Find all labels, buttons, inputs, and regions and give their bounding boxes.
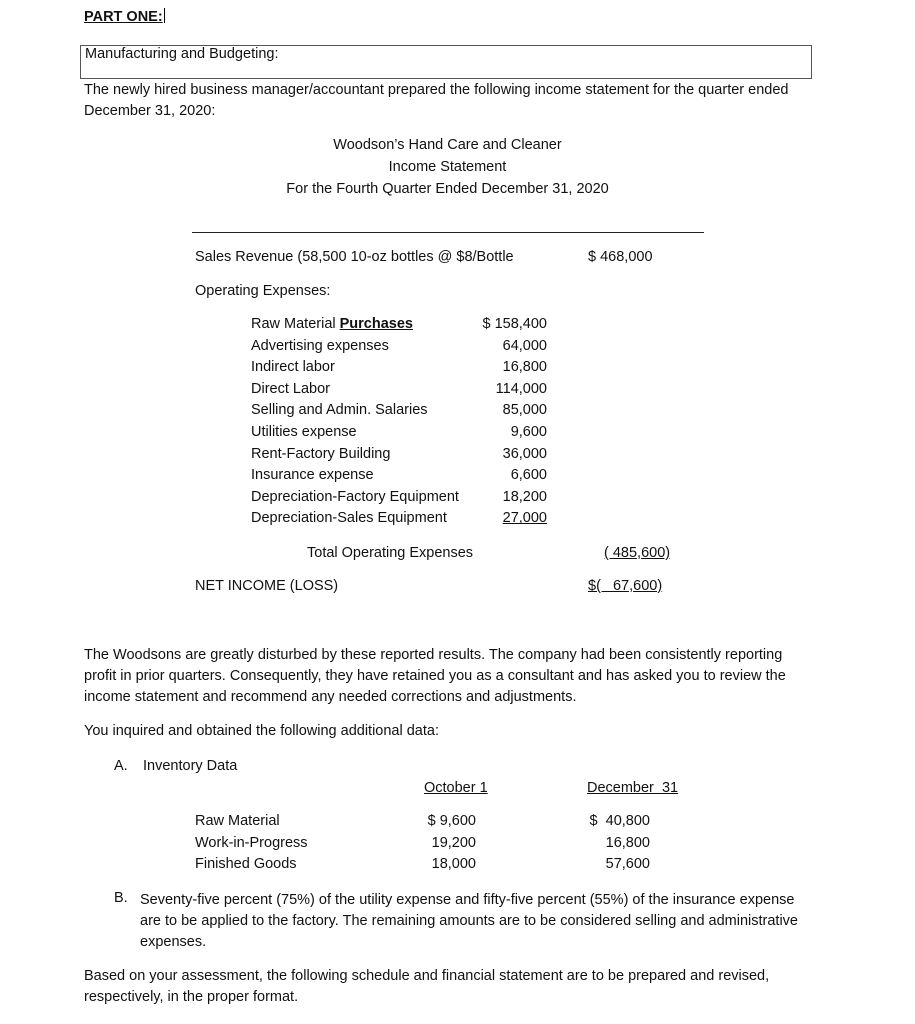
expense-amount: 6,600 — [510, 467, 547, 484]
inventory-col-october: October 1 — [424, 780, 488, 796]
net-income-label: NET INCOME (LOSS) — [195, 578, 339, 594]
expense-label: Advertising expenses — [251, 337, 389, 354]
inventory-october-value: 18,000 — [431, 856, 476, 873]
expense-amount: 9,600 — [510, 424, 547, 440]
total-operating-expenses-label: Total Operating Expenses — [307, 545, 474, 561]
expense-amount: 64,000 — [502, 337, 547, 354]
section-heading: Manufacturing and Budgeting: — [85, 46, 279, 62]
expense-amount: 114,000 — [495, 380, 547, 397]
part-heading: PART ONE: — [84, 9, 163, 25]
intro-paragraph: The newly hired business manager/accountant prepared the following income statement for the quarter ended December 31, 2020: — [84, 82, 789, 119]
inventory-row-label: Work-in-Progress — [195, 834, 308, 851]
expense-label — [251, 316, 413, 332]
company-name: Woodson’s Hand Care and Cleaner — [333, 137, 562, 153]
inventory-row-label: Finished Goods — [195, 856, 297, 873]
sales-revenue-label: Sales Revenue (58,500 10-oz bottles @ $8/Bottle — [195, 249, 514, 265]
inventory-col-december: December 31 — [587, 780, 679, 796]
expense-label-emphasis: Purchases — [339, 316, 413, 332]
context-paragraph: The Woodsons are greatly disturbed by these reported results. The company had been consistently reporting profit in prior quarters. Consequently, they have retained you as a consultant and has asked you to review the income statement and recommend any needed corrections and adjustments. — [84, 647, 786, 705]
additional-data-intro: You inquired and obtained the following additional data: — [84, 723, 439, 739]
expense-amount: 16,800 — [502, 359, 547, 376]
operating-expenses-heading: Operating Expenses: — [195, 283, 331, 299]
expense-amount: 27,000 — [502, 510, 547, 527]
expense-label: Utilities expense — [251, 424, 357, 440]
statement-period: For the Fourth Quarter Ended December 31, 2020 — [286, 181, 609, 197]
expense-label-prefix: Raw Material — [251, 316, 340, 332]
expense-label: Direct Labor — [251, 380, 330, 397]
expense-label: Depreciation-Sales Equipment — [251, 510, 447, 527]
expense-label: Rent-Factory Building — [251, 445, 391, 462]
net-income-value: $( 67,600) — [588, 578, 663, 594]
inventory-october-value: 19,200 — [431, 834, 476, 851]
expense-label: Insurance expense — [251, 467, 374, 484]
statement-divider — [192, 232, 704, 233]
inventory-october-value: $ 9,600 — [427, 813, 476, 829]
expense-amount: 18,200 — [502, 488, 547, 505]
expense-label: Depreciation-Factory Equipment — [251, 488, 459, 505]
expense-label: Indirect labor — [251, 359, 335, 376]
expense-amount: 36,000 — [502, 445, 547, 462]
allocation-note: Seventy-five percent (75%) of the utility expense and fifty-five percent (55%) of the insurance expense are to be applied to the factory. The remaining amounts are to be considered selling and administrative expenses. — [140, 892, 798, 950]
expense-amount: 85,000 — [502, 402, 547, 419]
inventory-title: Inventory Data — [143, 758, 238, 774]
expense-label: Selling and Admin. Salaries — [251, 402, 428, 419]
statement-title: Income Statement — [388, 159, 507, 175]
list-marker-a: A. — [114, 758, 128, 774]
inventory-row-label: Raw Material — [195, 813, 280, 829]
inventory-december-value: $ 40,800 — [589, 813, 650, 829]
total-operating-expenses-value: ( 485,600) — [604, 545, 671, 561]
expense-amount: $ 158,400 — [482, 316, 547, 332]
text-cursor — [164, 8, 165, 23]
inventory-december-value: 16,800 — [605, 834, 650, 851]
sales-revenue-value: $ 468,000 — [588, 249, 653, 265]
inventory-december-value: 57,600 — [605, 856, 650, 873]
list-marker-b: B. — [114, 890, 128, 906]
closing-paragraph: Based on your assessment, the following schedule and financial statement are to be prepared and revised, respectively, in the proper format. — [84, 968, 770, 1005]
